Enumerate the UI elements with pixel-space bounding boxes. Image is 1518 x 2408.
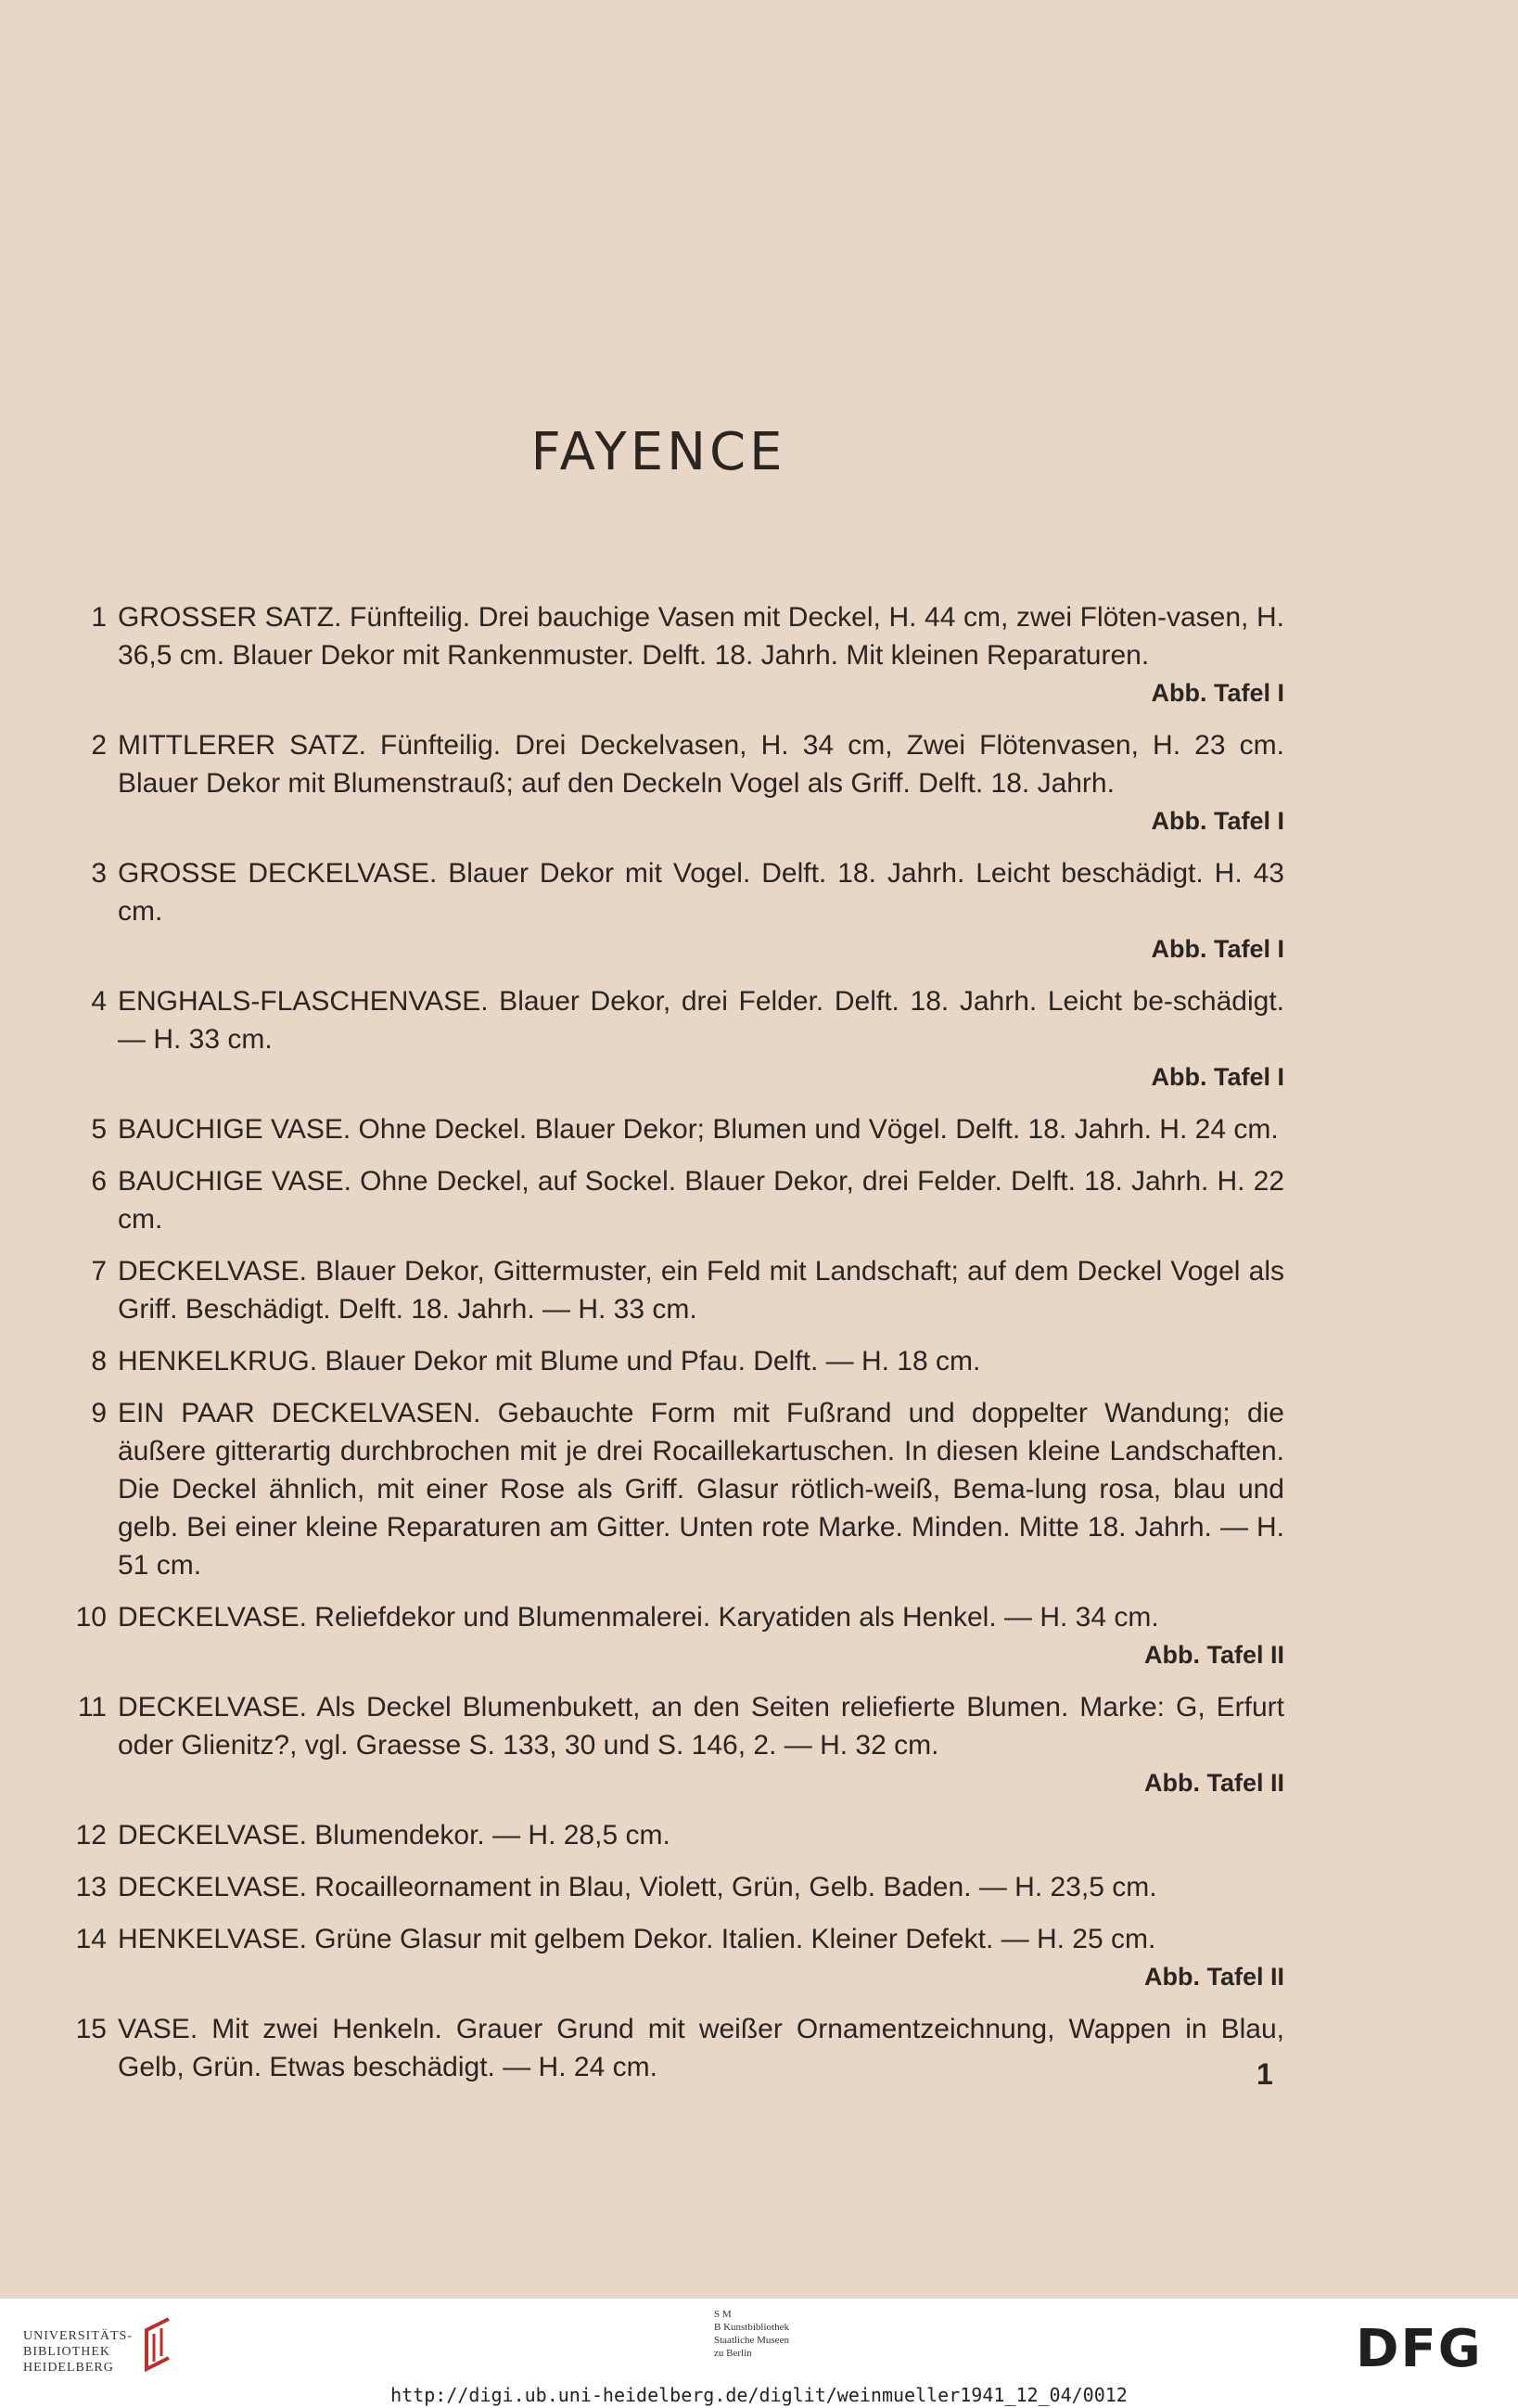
catalog-entry <box>56 2010 1284 2086</box>
library-line-1: UNIVERSITÄTS- <box>23 2329 133 2343</box>
plate-reference: Abb. Tafel II <box>1143 1641 1284 1669</box>
entry-text: VASE. Mit zwei Henkeln. Grauer Grund mit weißer Ornamentzeichnung, Wappen in Blau, Gelb, Grün. Etwas beschädigt. — H. 24 cm. <box>118 2014 1284 2082</box>
catalog-entry <box>56 1920 1284 1996</box>
entry-number: 4 <box>91 986 107 1017</box>
entry-number: 9 <box>91 1398 107 1428</box>
entry-body <box>118 2010 1284 2086</box>
entry-body <box>118 1868 1284 1906</box>
entry-text: GROSSER SATZ. Fünfteilig. Drei bauchige Vasen mit Deckel, H. 44 cm, zwei Flöten-vasen, H. 36,5 cm. Blauer Dekor mit Rankenmuster. Delft. 18. Jahrh. Mit kleinen Reparaturen. <box>118 602 1284 671</box>
entry-text: MITTLERER SATZ. Fünfteilig. Drei Deckelvasen, H. 34 cm, Zwei Flötenvasen, H. 23 cm. Blauer Dekor mit Blumenstrauß; auf den Deckeln Vogel als Griff. Delft. 18. Jahrh. <box>118 730 1284 799</box>
entry-number: 15 <box>75 2014 107 2044</box>
entry-number: 13 <box>75 1872 107 1902</box>
entry-body <box>118 1252 1284 1328</box>
plate-reference: Abb. Tafel II <box>1143 1963 1284 1991</box>
library-line-2: BIBLIOTHEK <box>23 2345 110 2359</box>
catalog-entry <box>56 982 1284 1096</box>
entry-text: DECKELVASE. Rocailleornament in Blau, Violett, Grün, Gelb. Baden. — H. 23,5 cm. <box>118 1872 1157 1902</box>
entry-body <box>118 1162 1284 1238</box>
entry-body <box>118 1110 1284 1148</box>
entry-body <box>118 1816 1284 1854</box>
page-number: 1 <box>1256 2057 1273 2091</box>
library-logo-icon <box>137 2315 178 2373</box>
stamp-line-4: zu Berlin <box>714 2348 752 2359</box>
stamp-line-3: Staatliche Museen <box>714 2335 789 2346</box>
entry-number: 8 <box>91 1346 107 1377</box>
entry-text: DECKELVASE. Als Deckel Blumenbukett, an den Seiten reliefierte Blumen. Marke: G, Erfurt oder Glienitz?, vgl. Graesse S. 133, 30 und S. 146, 2. — H. 32 cm. <box>118 1692 1284 1761</box>
dfg-logo: DFG <box>1356 2319 1483 2379</box>
entry-number: 10 <box>75 1602 107 1633</box>
entry-text: DECKELVASE. Blauer Dekor, Gittermuster, ein Feld mit Landschaft; auf dem Deckel Vogel als Griff. Beschädigt. Delft. 18. Jahrh. — H. 33 cm. <box>118 1256 1284 1325</box>
stamp-line-1: S M <box>714 2309 732 2320</box>
plate-reference: Abb. Tafel I <box>1151 1063 1284 1091</box>
source-url-link[interactable]: http://digi.ub.uni-heidelberg.de/diglit/weinmueller1941_12_04/0012 <box>390 2384 1128 2406</box>
catalog-entry <box>56 598 1284 712</box>
entry-text: ENGHALS-FLASCHENVASE. Blauer Dekor, drei Felder. Delft. 18. Jahrh. Leicht be-schädigt. — H. 33 cm. <box>118 986 1284 1055</box>
entry-number: 11 <box>77 1692 107 1723</box>
entry-text: GROSSE DECKELVASE. Blauer Dekor mit Vogel. Delft. 18. Jahrh. Leicht beschädigt. H. 43 cm. <box>118 858 1284 927</box>
entry-number: 5 <box>91 1114 107 1145</box>
catalog-entry <box>56 1394 1284 1584</box>
library-logo-text <box>23 2328 133 2376</box>
entry-text: DECKELVASE. Reliefdekor und Blumenmalerei. Karyatiden als Henkel. — H. 34 cm. <box>118 1602 1159 1633</box>
catalog-entry <box>56 1868 1284 1906</box>
catalog-entry <box>56 1110 1284 1148</box>
entry-number: 3 <box>91 858 107 889</box>
entry-body <box>118 854 1284 968</box>
catalog-entry <box>56 1688 1284 1802</box>
entry-body <box>118 1920 1284 1996</box>
catalog-entry <box>56 1816 1284 1854</box>
plate-reference: Abb. Tafel II <box>1143 1769 1284 1797</box>
entry-text: BAUCHIGE VASE. Ohne Deckel, auf Sockel. Blauer Dekor, drei Felder. Delft. 18. Jahrh. H. 22 cm. <box>118 1166 1284 1235</box>
catalog-entry <box>56 854 1284 968</box>
entry-body <box>118 726 1284 840</box>
plate-reference: Abb. Tafel I <box>1151 807 1284 835</box>
entry-number: 14 <box>75 1924 107 1954</box>
entry-text: DECKELVASE. Blumendekor. — H. 28,5 cm. <box>118 1820 670 1851</box>
entry-body <box>118 598 1284 712</box>
catalog-entry <box>56 1252 1284 1328</box>
catalog-entry <box>56 1162 1284 1238</box>
entry-number: 12 <box>75 1820 107 1851</box>
plate-reference: Abb. Tafel I <box>1151 679 1284 707</box>
stamp-line-2: B Kunstbibliothek <box>714 2322 789 2333</box>
catalog-entry <box>56 1342 1284 1380</box>
catalog-entry <box>56 726 1284 840</box>
entry-text: EIN PAAR DECKELVASEN. Gebauchte Form mit Fußrand und doppelter Wandung; die äußere gitterartig durchbrochen mit je drei Rocaillekartuschen. In diesen kleine Landschaften. Die Deckel ähnlich, mit einer Rose als Griff. Glasur rötlich-weiß, Bema-lung rosa, blau und gelb. Bei einer kleine Reparaturen am Gitter. Unten rote Marke. Minden. Mitte 18. Jahrh. — H. 51 cm. <box>118 1398 1284 1581</box>
plate-reference: Abb. Tafel I <box>1151 935 1284 963</box>
entry-body <box>118 1342 1284 1380</box>
catalog-entry <box>56 1598 1284 1674</box>
entry-text: HENKELVASE. Grüne Glasur mit gelbem Dekor. Italien. Kleiner Defekt. — H. 25 cm. <box>118 1924 1156 1954</box>
page-title: FAYENCE <box>530 422 786 482</box>
entry-text: BAUCHIGE VASE. Ohne Deckel. Blauer Dekor; Blumen und Vögel. Delft. 18. Jahrh. H. 24 cm. <box>118 1114 1279 1145</box>
entry-number: 6 <box>91 1166 107 1197</box>
entry-body <box>118 1688 1284 1802</box>
entry-text: HENKELKRUG. Blauer Dekor mit Blume und Pfau. Delft. — H. 18 cm. <box>118 1346 981 1377</box>
entry-body <box>118 1598 1284 1674</box>
entry-number: 2 <box>91 730 107 761</box>
catalog-entries <box>56 598 1284 2100</box>
entry-number: 1 <box>91 602 107 633</box>
entry-body <box>118 1394 1284 1584</box>
kunstbibliothek-stamp <box>714 2308 789 2360</box>
entry-number: 7 <box>91 1256 107 1287</box>
footer-bar <box>0 2299 1518 2408</box>
entry-body <box>118 982 1284 1096</box>
library-line-3: HEIDELBERG <box>23 2361 114 2375</box>
